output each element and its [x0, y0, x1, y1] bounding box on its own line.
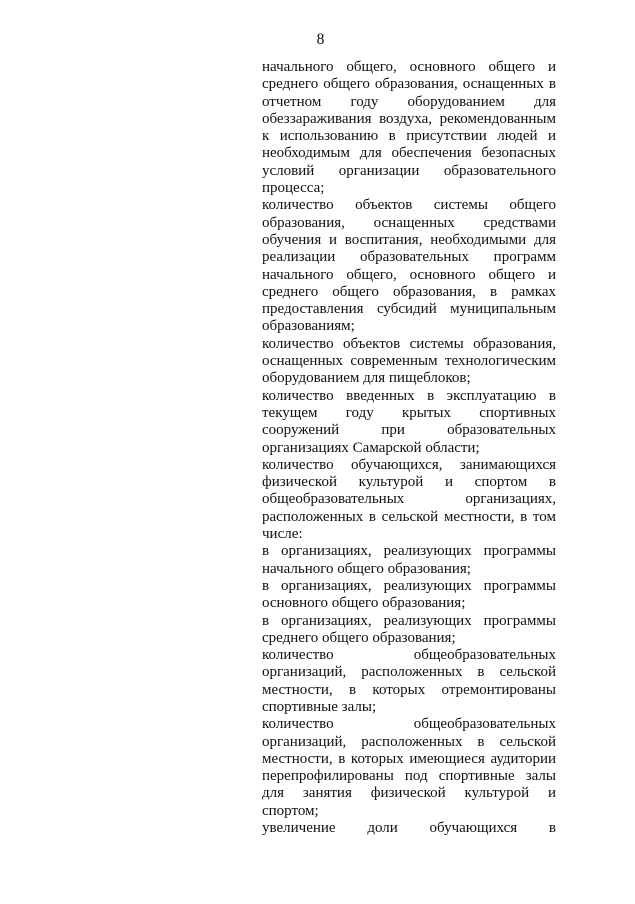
paragraph-4: количество введенных в эксплуатацию в текущем году крытых спортивных сооружений при образовательных организациях Самарской области; [262, 387, 556, 456]
paragraph-6: в организациях, реализующих программы начального общего образования; [262, 543, 556, 577]
paragraph-11: увеличение доли обучающихся в [262, 820, 556, 837]
paragraph-5: количество обучающихся, занимающихся физической культурой и спортом в общеобразовательных организациях, расположенных в сельской местности, в том числе: [262, 456, 556, 543]
paragraph-10: количество общеобразовательных организаций, расположенных в сельской местности, в которых имеющиеся аудитории перепрофилированы под спортивные залы для занятия физической культурой и спортом; [262, 716, 556, 819]
paragraph-7: в организациях, реализующих программы основного общего образования; [262, 577, 556, 612]
page-number: 8 [316, 31, 325, 48]
paragraph-9: количество общеобразовательных организаций, расположенных в сельской местности, в которых отремонтированы спортивные залы; [262, 647, 556, 715]
paragraph-3: количество объектов системы образования, оснащенных современным технологическим оборудованием для пищеблоков; [262, 335, 556, 387]
paragraph-2: количество объектов системы общего образования, оснащенных средствами обучения и воспитания, необходимыми для реализации образовательных программ начального общего, основного общего и среднего общего образования, в рамках предоставления субсидий муниципальным образованиям; [262, 197, 556, 335]
body-text [262, 59, 556, 837]
paragraph-8: в организациях, реализующих программы среднего общего образования; [262, 612, 556, 646]
paragraph-1: начального общего, основного общего и среднего общего образования, оснащенных в отчетном году оборудованием для обеззараживания воздуха, рекомендованным к использованию в присутствии людей и необходимым для обеспечения безопасных условий организации образовательного процесса; [262, 59, 556, 197]
